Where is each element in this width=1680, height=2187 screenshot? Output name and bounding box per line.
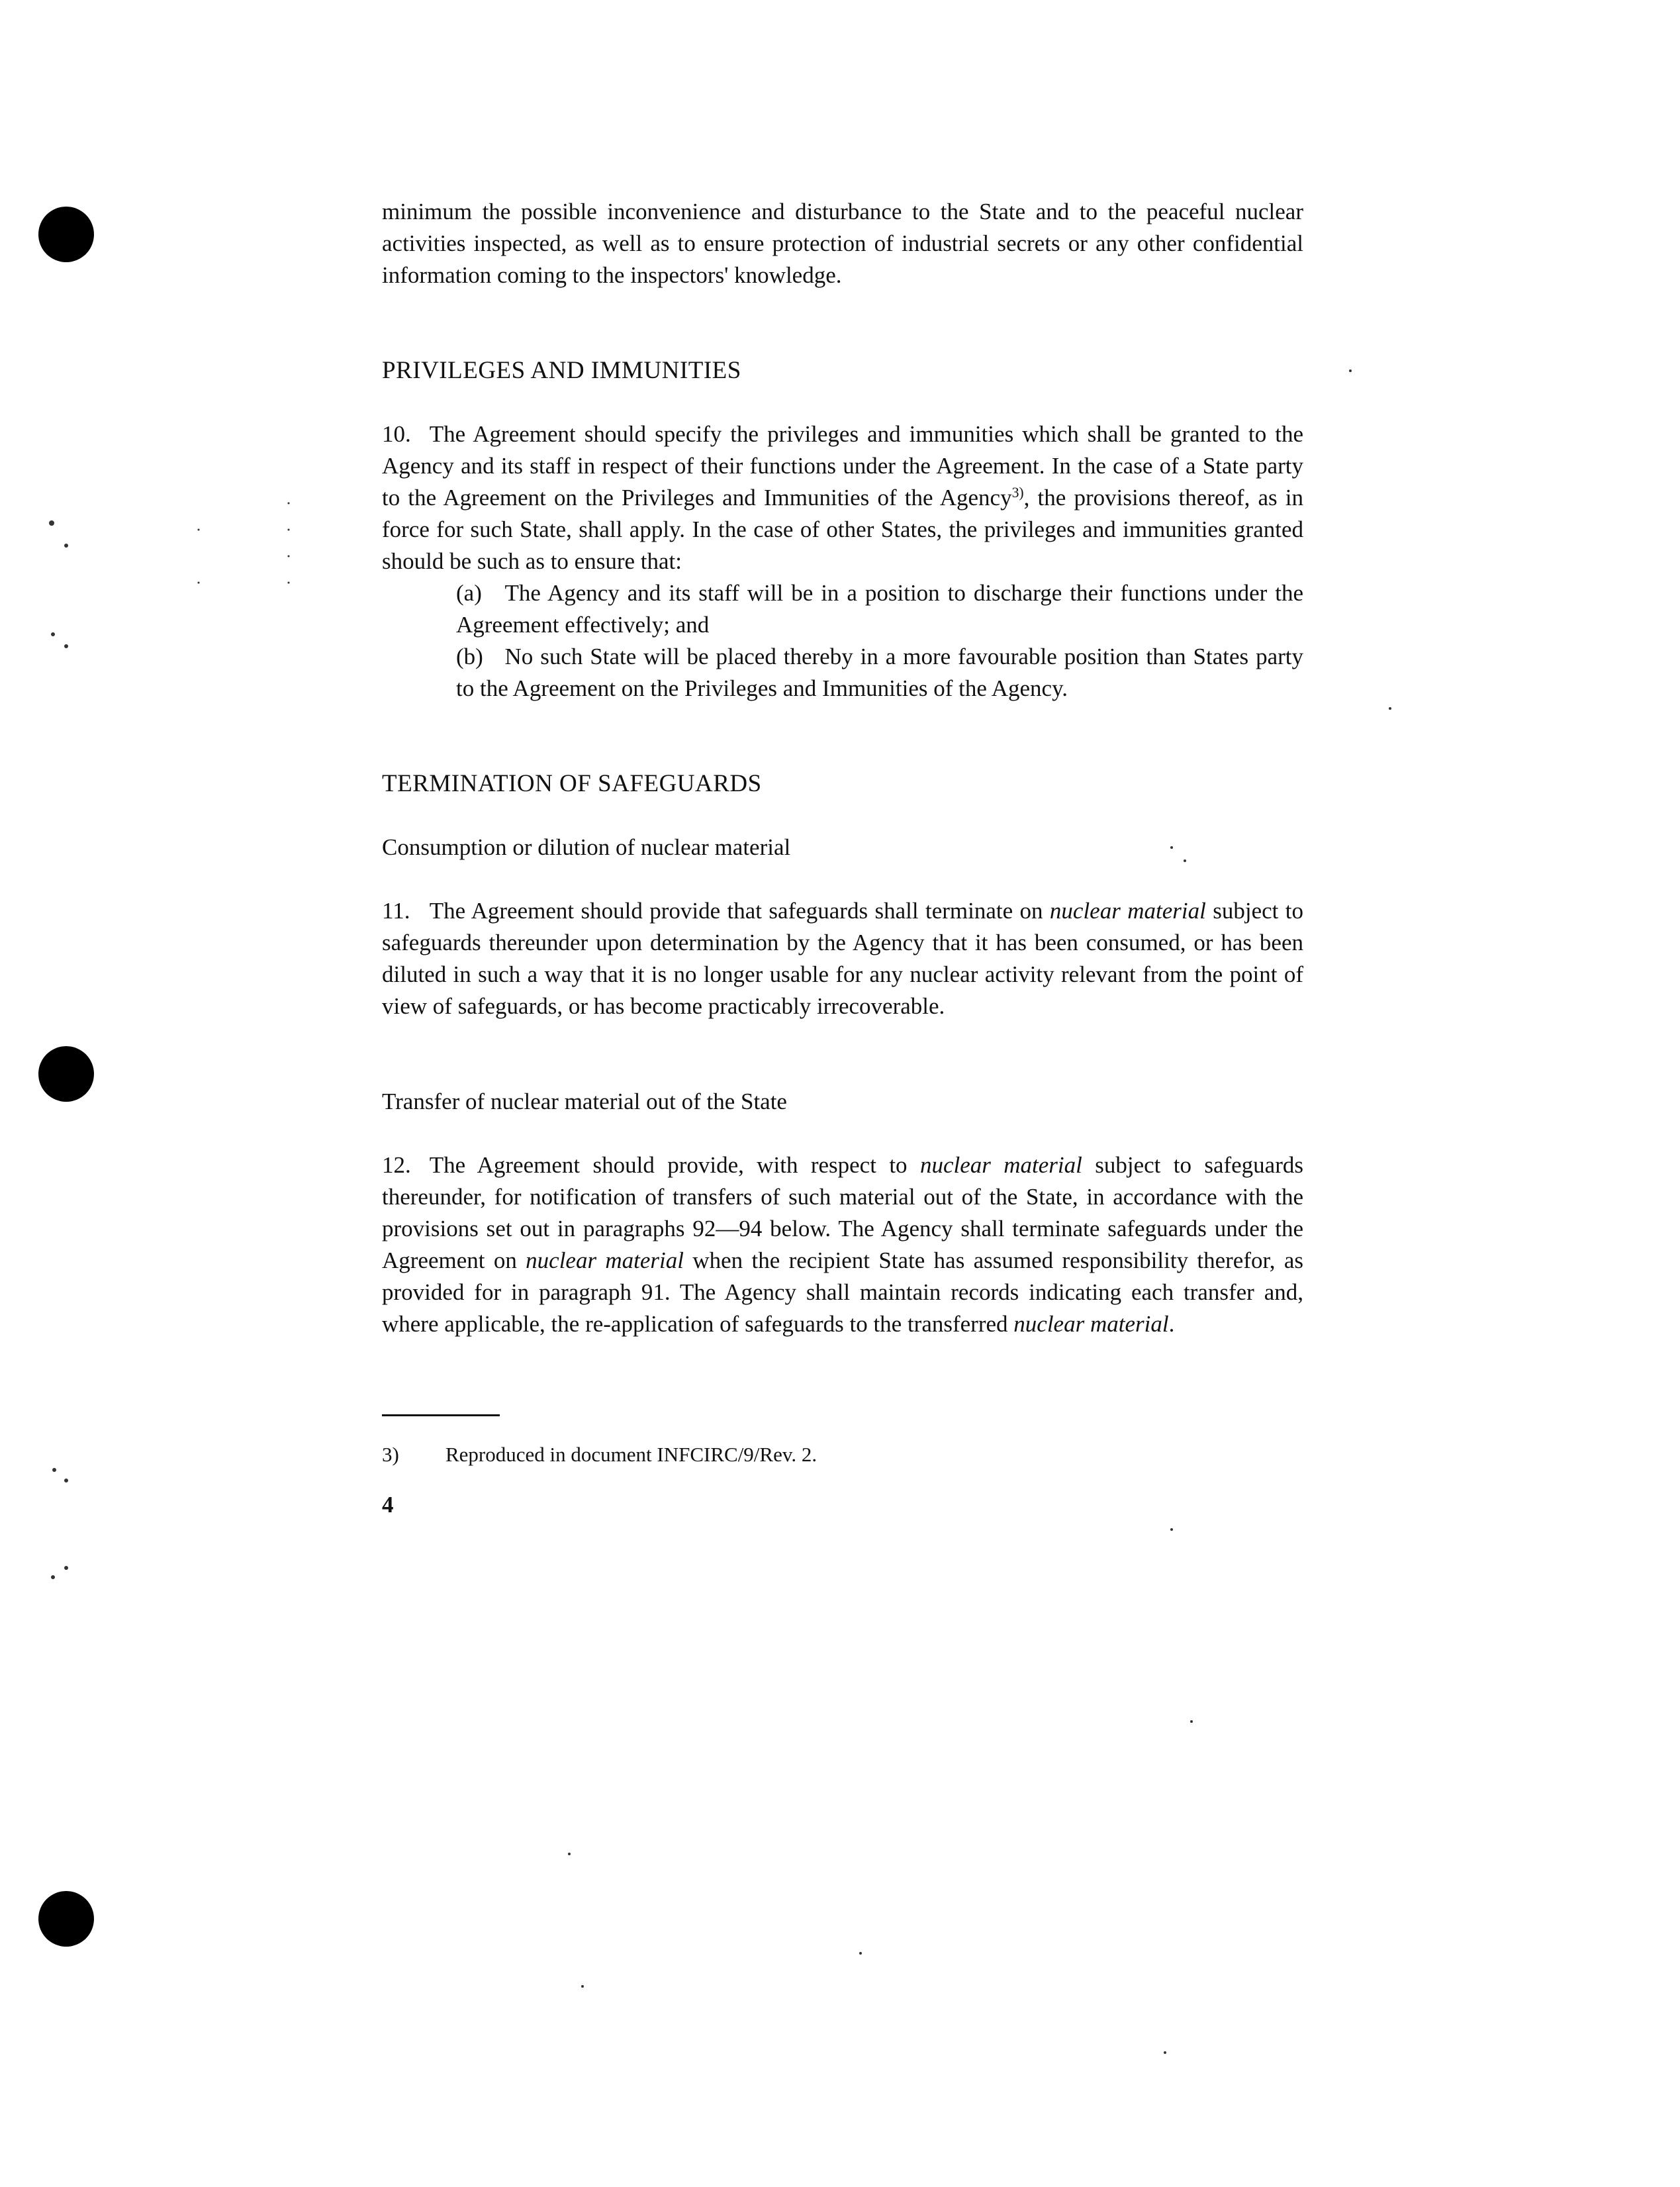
- list-item-a: [456, 577, 1303, 641]
- paragraph-12-text-a: The Agreement should provide, with respect to: [429, 1152, 920, 1178]
- footnote: [382, 1440, 1303, 1469]
- punch-hole-middle: [38, 1046, 94, 1102]
- paragraph-12-term-2: nuclear material: [526, 1247, 684, 1273]
- consumption-subheading: Consumption or dilution of nuclear material: [382, 834, 791, 860]
- intro-paragraph: minimum the possible inconvenience and disturbance to the State and to the peaceful nuclear activities inspected, as well as to ensure protection of industrial secrets or any other confidential information coming to the inspectors' knowledge.: [382, 199, 1303, 288]
- paragraph-12-text-b: subject to safeguards thereunder, for notification of transfers of such material out of the State, in accordance with the provisions set out in paragraphs 92—94 below. The Agency shall terminate safeguards under the Agreement on: [382, 1152, 1303, 1273]
- paragraph-11-term: nuclear material: [1049, 898, 1206, 924]
- document-body: [382, 196, 1303, 1521]
- termination-heading: TERMINATION OF SAFEGUARDS: [382, 770, 762, 797]
- paragraph-11: [382, 895, 1303, 1022]
- list-item-a-text: The Agency and its staff will be in a position to discharge their functions under the Agreement effectively; and: [456, 580, 1303, 638]
- paragraph-12-term-1: nuclear material: [919, 1152, 1082, 1178]
- paragraph-10-number: 10.: [382, 421, 411, 447]
- list-item-b-label: (b): [456, 644, 483, 669]
- paragraph-10-text-b: , the provisions thereof, as in force for such State, shall apply. In the case of other States, the privileges and immunities granted should be such as to ensure that:: [382, 485, 1303, 574]
- footnote-text: Reproduced in document INFCIRC/9/Rev. 2.: [445, 1443, 817, 1466]
- paragraph-12-text-c: when the recipient State has assumed responsibility therefor, as provided for in paragraph 91. The Agency shall maintain records indicating each transfer and, where applicable, the re-application of safeguards to the transferred: [382, 1247, 1303, 1337]
- paragraph-12-text-d: .: [1168, 1311, 1175, 1337]
- paragraph-12-term-3: nuclear material: [1013, 1311, 1169, 1337]
- footnote-ref: 3): [1011, 485, 1024, 501]
- paragraph-11-text-b: subject to safeguards thereunder upon determination by the Agency that it has been consumed, or has been diluted in such a way that it is no longer usable for any nuclear activity relevant from the point of view of safeguards, or has become practicably irrecoverable.: [382, 898, 1303, 1019]
- punch-hole-bottom: [38, 1891, 94, 1947]
- list-item-b: [456, 641, 1303, 705]
- paragraph-12: [382, 1149, 1303, 1340]
- paragraph-11-text-a: The Agreement should provide that safeguards shall terminate on: [429, 898, 1050, 924]
- paragraph-10-text-a: The Agreement should specify the privileges and immunities which shall be granted to the Agency and its staff in respect of their functions under the Agreement. In the case of a State party to the Agreement on the Privileges and Immunities of the Agency: [382, 421, 1303, 510]
- list-item-a-label: (a): [456, 580, 482, 606]
- footnote-label: 3): [382, 1443, 399, 1466]
- page-number: 4: [382, 1492, 394, 1518]
- paragraph-10: [382, 418, 1303, 577]
- list-item-b-text: No such State will be placed thereby in a more favourable position than States party to the Agreement on the Privileges and Immunities of the Agency.: [456, 644, 1303, 701]
- paragraph-12-number: 12.: [382, 1152, 411, 1178]
- transfer-subheading: Transfer of nuclear material out of the State: [382, 1089, 787, 1114]
- privileges-heading: PRIVILEGES AND IMMUNITIES: [382, 357, 741, 384]
- punch-hole-top: [38, 207, 94, 262]
- paragraph-11-number: 11.: [382, 898, 410, 924]
